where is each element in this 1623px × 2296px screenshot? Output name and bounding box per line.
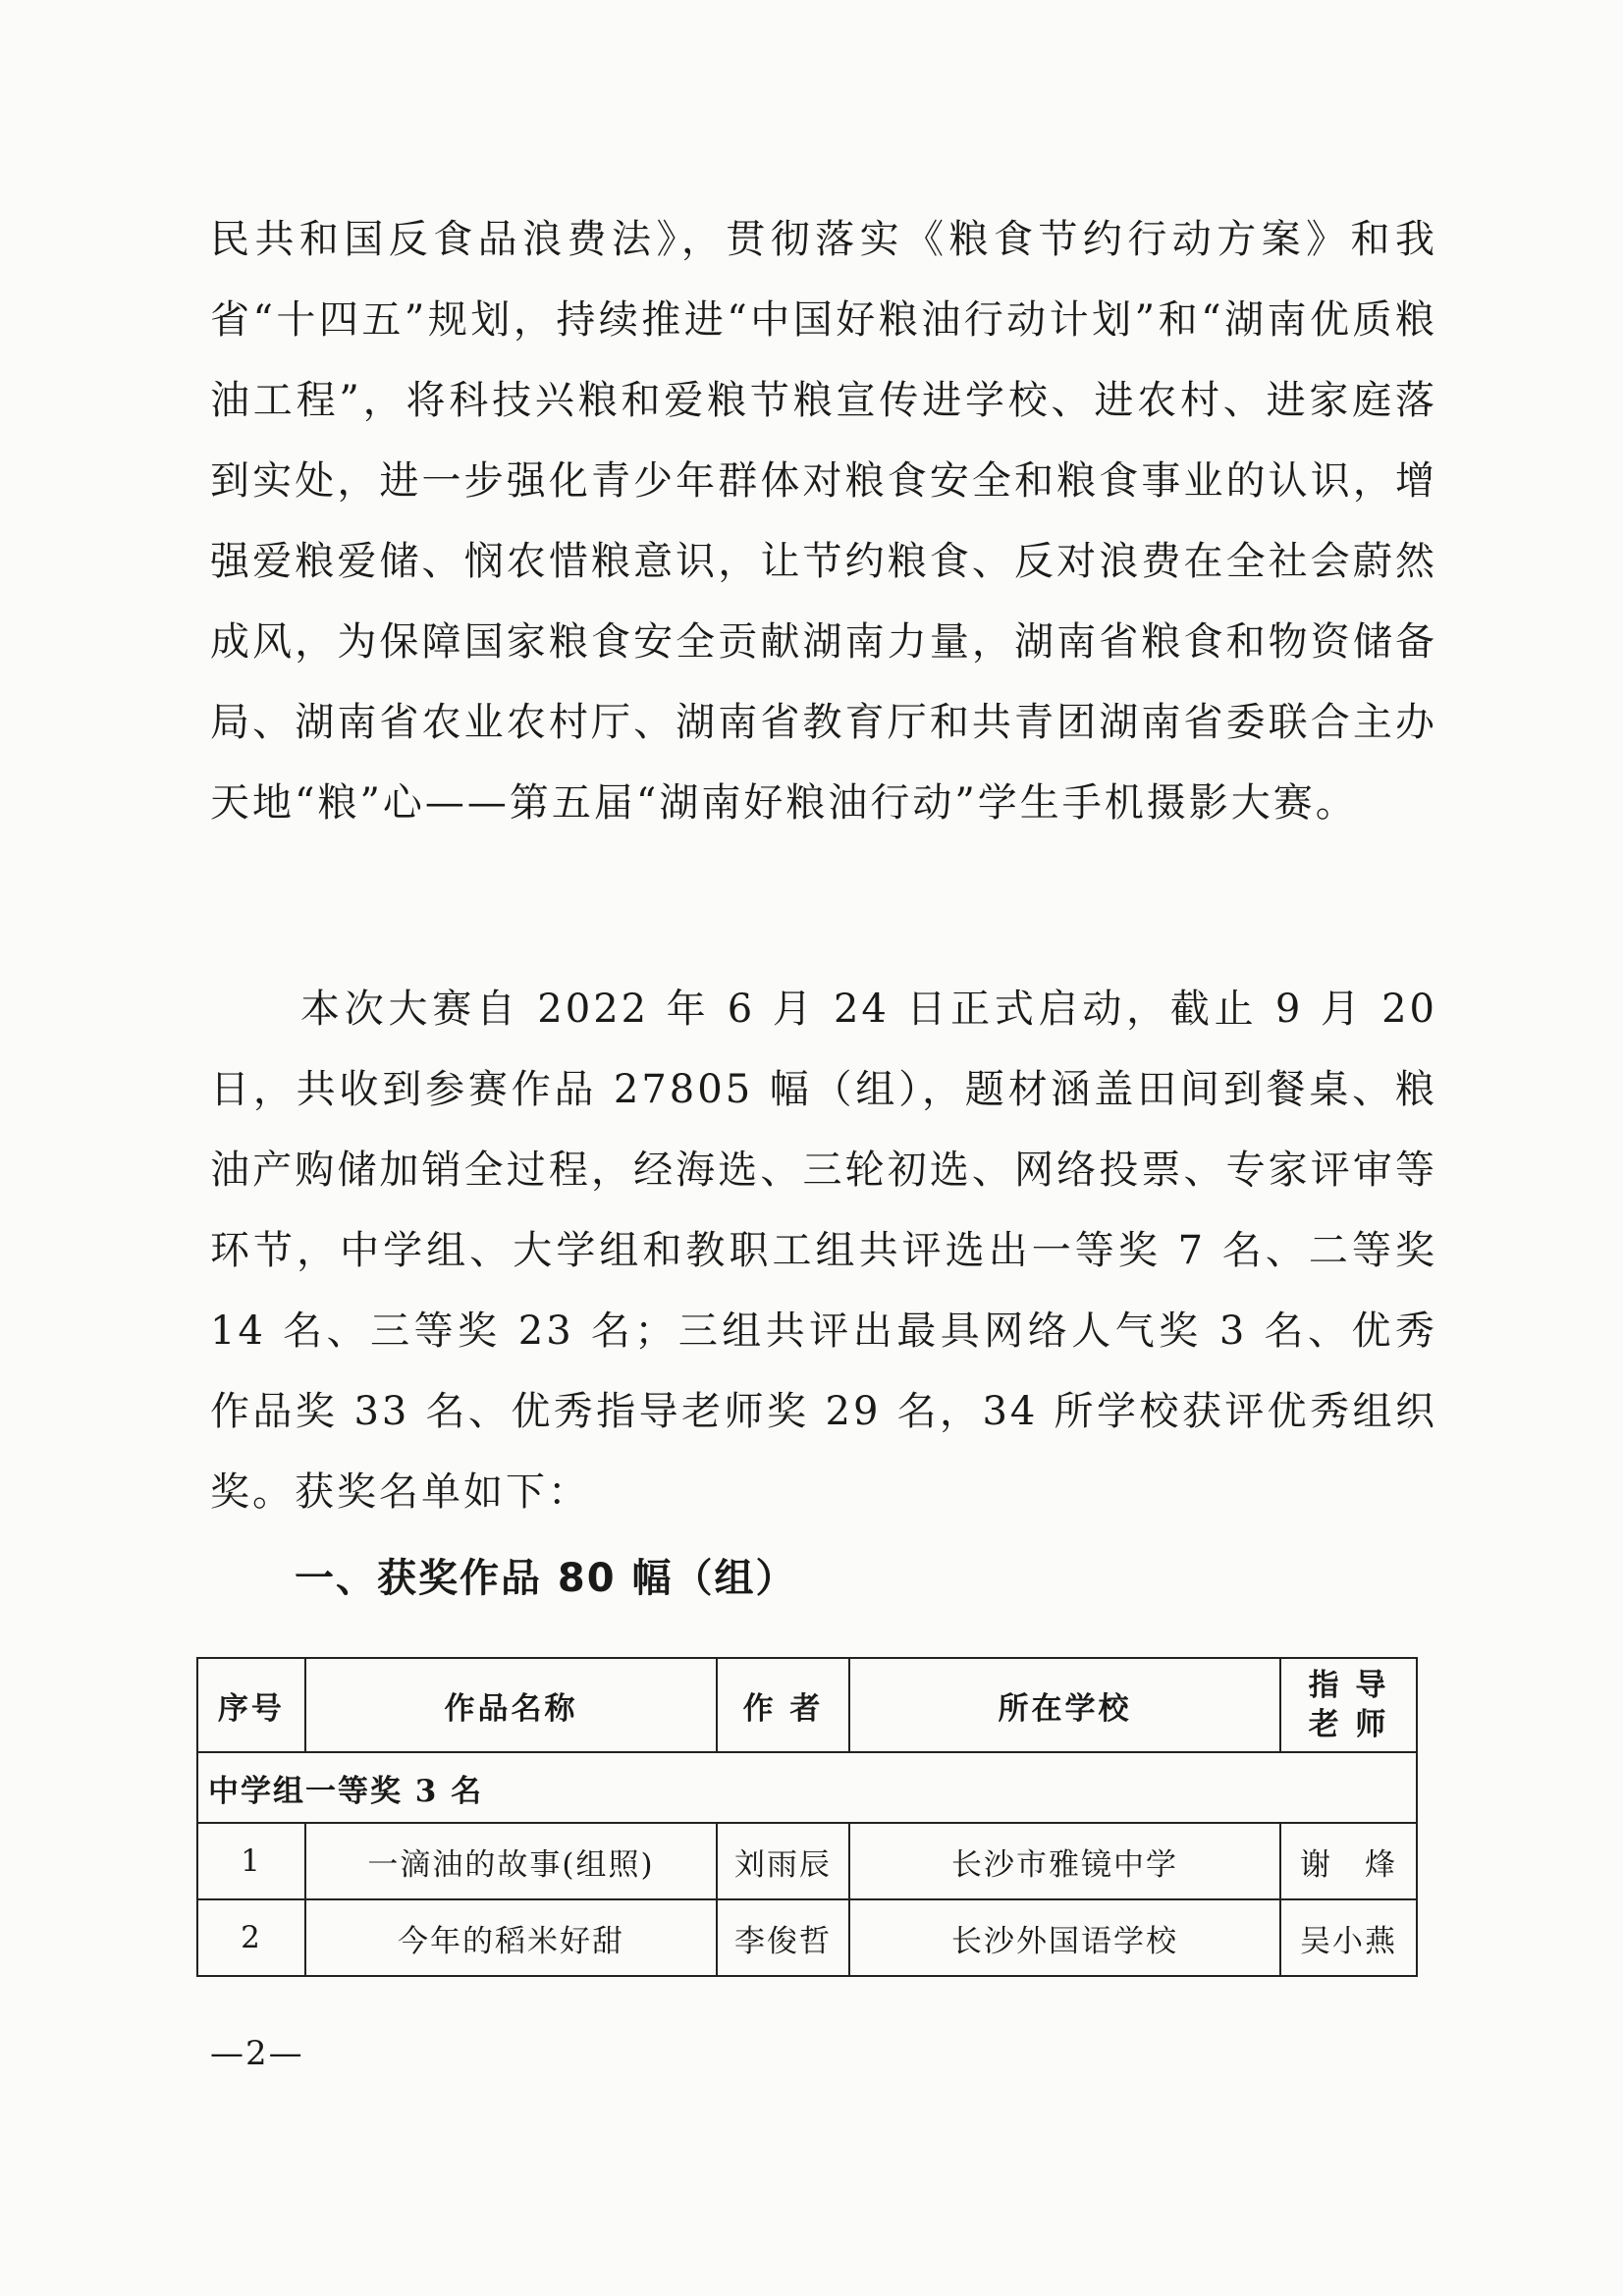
cell-author: 刘雨辰 xyxy=(717,1823,849,1899)
cell-index: 2 xyxy=(197,1899,305,1976)
cell-index: 1 xyxy=(197,1823,305,1899)
awards-table xyxy=(196,1657,1418,1977)
group-row xyxy=(197,1752,1417,1823)
header-school: 所在学校 xyxy=(849,1658,1280,1752)
table-header-row xyxy=(197,1658,1417,1752)
header-author: 作 者 xyxy=(717,1658,849,1752)
page-number: —2— xyxy=(210,2034,304,2073)
cell-title: 一滴油的故事(组照) xyxy=(305,1823,717,1899)
group-label: 中学组一等奖 3 名 xyxy=(197,1752,1417,1823)
header-guide-line2: 老 师 xyxy=(1308,1707,1389,1742)
cell-school: 长沙外国语学校 xyxy=(849,1899,1280,1976)
header-index: 序号 xyxy=(197,1658,305,1752)
section-heading: 一、获奖作品 80 幅（组） xyxy=(295,1556,797,1601)
cell-school: 长沙市雅镜中学 xyxy=(849,1823,1280,1899)
cell-title: 今年的稻米好甜 xyxy=(305,1899,717,1976)
cell-guide: 谢 烽 xyxy=(1280,1823,1417,1899)
table-row xyxy=(197,1899,1417,1976)
cell-author: 李俊哲 xyxy=(717,1899,849,1976)
header-guide-line1: 指 导 xyxy=(1308,1668,1389,1703)
header-title: 作品名称 xyxy=(305,1658,717,1752)
cell-guide: 吴小燕 xyxy=(1280,1899,1417,1976)
body-paragraph-2: 本次大赛自 2022 年 6 月 24 日正式启动，截止 9 月 20 日，共收到参赛作品 27805 幅（组），题材涵盖田间到餐桌、粮油产购储加销全过程，经海选、三轮初选、网络投票、专家评审等环节，中学组、大学组和教职工组共评选出一等奖 7 名、二等奖 14 名、三等奖 23 名；三组共评出最具网络人气奖 3 名、优秀作品奖 33 名、优秀指导老师奖 29 名，34 所学校获评优秀组织奖。获奖名单如下： xyxy=(210,987,1437,1515)
body-paragraph-1: 民共和国反食品浪费法》，贯彻落实《粮食节约行动方案》和我省“十四五”规划，持续推进“中国好粮油行动计划”和“湖南优质粮油工程”，将科技兴粮和爱粮节粮宣传进学校、进农村、进家庭落到实处，进一步强化青少年群体对粮食安全和粮食事业的认识，增强爱粮爱储、悯农惜粮意识，让节约粮食、反对浪费在全社会蔚然成风，为保障国家粮食安全贡献湖南力量，湖南省粮食和物资储备局、湖南省农业农村厅、湖南省教育厅和共青团湖南省委联合主办天地“粮”心——第五届“湖南好粮油行动”学生手机摄影大赛。 xyxy=(210,217,1437,826)
header-guide xyxy=(1280,1658,1417,1752)
table-row xyxy=(197,1823,1417,1899)
